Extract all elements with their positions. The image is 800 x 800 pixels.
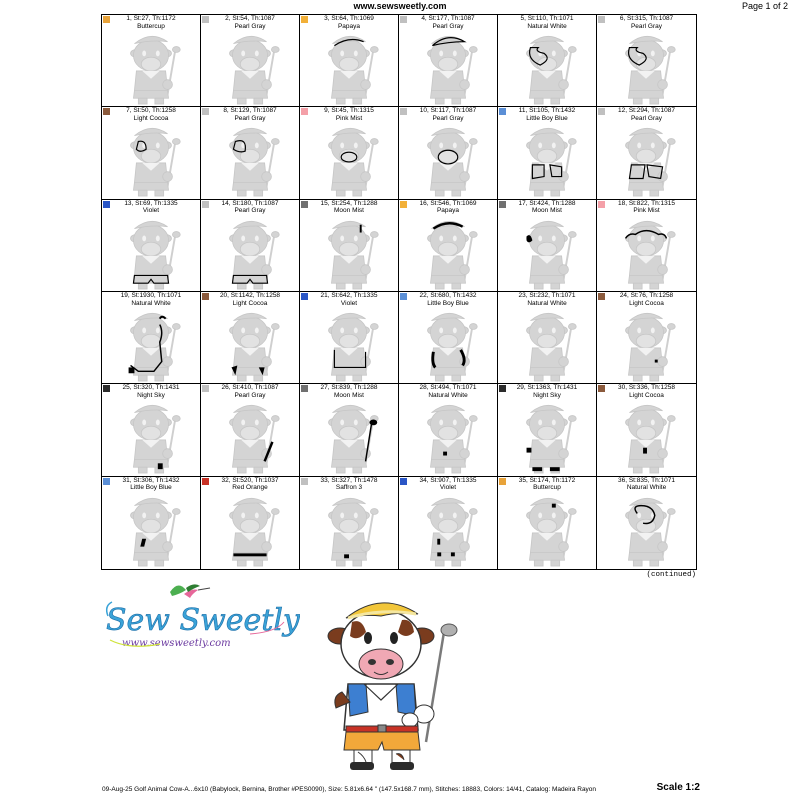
step-stitch-info: 28, St:494, Th:1071	[419, 384, 477, 392]
step-thread-name: Pearl Gray	[234, 114, 266, 122]
color-step-cell	[300, 107, 399, 199]
cow-step-preview	[498, 399, 596, 475]
step-thread-name: Pearl Gray	[630, 22, 663, 30]
step-thread-name: Pearl Gray	[432, 114, 464, 122]
step-thread-name: Pearl Gray	[234, 391, 266, 399]
step-stitch-info: 35, St:174, Th:1172	[518, 476, 576, 484]
step-thread-name: Pearl Gray	[630, 114, 663, 122]
step-stitch-info: 24, St:76, Th:1258	[619, 292, 674, 299]
step-thread-name: Red Orange	[232, 484, 268, 492]
step-stitch-info: 3, St:64, Th:1069	[324, 15, 374, 22]
cow-step-preview	[201, 399, 299, 475]
step-header	[597, 107, 696, 122]
step-stitch-info: 2, St:54, Th:1087	[225, 15, 275, 22]
step-stitch-info: 14, St:180, Th:1087	[221, 199, 279, 207]
step-stitch-info: 30, St:336, Th:1258	[618, 384, 675, 392]
step-header	[399, 384, 497, 399]
step-stitch-info: 26, St:410, Th:1087	[221, 384, 279, 392]
step-header	[300, 292, 398, 307]
color-step-cell	[102, 15, 201, 107]
cow-step-preview	[399, 122, 497, 198]
cow-step-preview	[102, 122, 200, 198]
color-step-cell	[201, 292, 300, 384]
step-stitch-info: 9, St:45, Th:1315	[324, 107, 374, 115]
color-step-cell	[102, 292, 201, 384]
step-thread-name: Little Boy Blue	[130, 484, 172, 492]
cow-step-preview	[300, 30, 398, 106]
step-stitch-info: 27, St:839, Th:1288	[320, 384, 378, 392]
step-header	[300, 200, 398, 215]
step-stitch-info: 16, St:546, Th:1069	[419, 199, 477, 207]
step-thread-name: Moon Mist	[334, 391, 364, 399]
step-thread-name: Night Sky	[137, 391, 165, 399]
color-step-cell	[300, 384, 399, 476]
finished-design-preview	[306, 592, 466, 774]
step-header	[498, 107, 596, 122]
color-step-cell	[201, 384, 300, 476]
cow-step-preview	[399, 30, 497, 106]
step-thread-name: Moon Mist	[334, 207, 364, 215]
cow-step-preview	[201, 122, 299, 198]
design-info-footer: 09-Aug-25 Golf Animal Cow-A...6x10 (Babylock, Bernina, Brother #PES0090), Size: 5.81x6.64 " (147.5x168.7 mm), Stitches: 18883, Colors: 14/41, Catalog: Madeira Rayon	[102, 786, 597, 793]
color-step-cell	[300, 200, 399, 292]
cow-step-preview	[498, 122, 596, 198]
cow-step-preview	[597, 122, 695, 198]
step-header	[300, 107, 398, 122]
step-header	[399, 107, 497, 122]
step-stitch-info: 8, St:129, Th:1087	[223, 107, 277, 115]
cow-step-preview	[597, 307, 695, 383]
color-step-cell	[102, 477, 201, 569]
step-header	[498, 15, 596, 30]
color-step-cell	[498, 384, 597, 476]
step-stitch-info: 5, St:110, Th:1071	[520, 15, 574, 22]
step-thread-name: Saffron 3	[335, 484, 363, 492]
step-thread-name: Light Cocoa	[133, 114, 169, 122]
color-step-cell	[597, 107, 696, 199]
page-indicator: Page 1 of 2	[741, 1, 788, 11]
step-header	[399, 477, 497, 492]
step-stitch-info: 12, St:294, Th:1087	[618, 107, 675, 115]
step-header	[498, 384, 596, 399]
scale-label: Scale 1:2	[656, 782, 700, 793]
step-thread-name: Violet	[439, 484, 457, 492]
cow-step-preview	[300, 122, 398, 198]
step-thread-name: Light Cocoa	[629, 391, 664, 399]
cow-step-preview	[300, 399, 398, 475]
color-step-cell	[597, 384, 696, 476]
step-thread-name: Violet	[340, 299, 358, 307]
step-header	[102, 107, 200, 122]
color-step-cell	[498, 107, 597, 199]
color-step-cell	[597, 15, 696, 107]
cow-step-preview	[102, 307, 200, 383]
step-thread-name: Moon Mist	[532, 207, 562, 215]
cow-step-preview	[498, 30, 596, 106]
step-thread-name: Buttercup	[533, 484, 561, 492]
cow-step-preview	[201, 492, 299, 568]
color-step-cell	[201, 107, 300, 199]
step-stitch-info: 15, St:254, Th:1288	[320, 199, 378, 207]
step-stitch-info: 36, St:835, Th:1071	[618, 476, 675, 484]
step-thread-name: Pink Mist	[633, 207, 660, 215]
cow-step-preview	[498, 492, 596, 568]
step-thread-name: Pearl Gray	[234, 22, 266, 30]
step-thread-name: Natural White	[428, 391, 468, 399]
step-header	[102, 477, 200, 492]
color-step-cell	[399, 477, 498, 569]
cow-step-preview	[498, 215, 596, 291]
step-header	[102, 15, 200, 30]
step-thread-name: Buttercup	[137, 22, 165, 30]
step-header	[102, 200, 200, 215]
cow-step-preview	[597, 215, 695, 291]
step-stitch-info: 31, St:306, Th:1432	[122, 476, 180, 484]
step-thread-name: Natural White	[527, 299, 567, 307]
step-stitch-info: 17, St:424, Th:1288	[518, 199, 576, 207]
step-thread-name: Pearl Gray	[432, 22, 464, 30]
color-step-cell	[300, 292, 399, 384]
color-step-cell	[498, 200, 597, 292]
step-header	[201, 15, 299, 30]
step-thread-name: Night Sky	[533, 391, 561, 399]
color-step-cell	[399, 292, 498, 384]
cow-step-preview	[597, 30, 695, 106]
logo-brand: Sew Sweetly	[106, 603, 300, 638]
step-thread-name: Light Cocoa	[629, 299, 664, 307]
cow-step-preview	[399, 399, 497, 475]
cow-step-preview	[201, 30, 299, 106]
color-step-cell	[597, 292, 696, 384]
color-step-cell	[102, 384, 201, 476]
step-stitch-info: 13, St:69, Th:1335	[124, 199, 178, 207]
step-stitch-info: 21, St:642, Th:1335	[320, 292, 378, 299]
step-stitch-info: 19, St:1930, Th:1071	[120, 292, 182, 299]
step-stitch-info: 6, St:315, Th:1087	[619, 15, 674, 22]
color-step-cell	[399, 200, 498, 292]
step-stitch-info: 29, St:1363, Th:1431	[516, 384, 578, 392]
color-step-cell	[201, 200, 300, 292]
step-stitch-info: 25, St:320, Th:1431	[122, 384, 180, 392]
step-thread-name: Little Boy Blue	[526, 114, 568, 122]
cow-step-preview	[201, 215, 299, 291]
step-header	[300, 384, 398, 399]
cow-step-preview	[498, 307, 596, 383]
step-stitch-info: 32, St:520, Th:1037	[221, 476, 279, 484]
cow-step-preview	[597, 399, 695, 475]
step-thread-name: Papaya	[436, 207, 460, 215]
cow-step-preview	[399, 492, 497, 568]
cow-step-preview	[300, 307, 398, 383]
logo-url: www.sewsweetly.com	[122, 638, 231, 649]
step-thread-name: Little Boy Blue	[427, 299, 469, 307]
cow-step-preview	[399, 307, 497, 383]
cow-step-preview	[102, 215, 200, 291]
step-stitch-info: 4, St:177, Th:1087	[421, 15, 475, 22]
color-step-cell	[498, 292, 597, 384]
step-header	[102, 384, 200, 399]
color-step-cell	[300, 477, 399, 569]
color-step-cell	[300, 15, 399, 107]
step-header	[597, 15, 696, 30]
color-step-cell	[498, 15, 597, 107]
color-step-cell	[102, 200, 201, 292]
color-step-cell	[597, 477, 696, 569]
step-stitch-info: 1, St:27, Th:1172	[126, 15, 176, 22]
color-step-cell	[597, 200, 696, 292]
cow-step-preview	[201, 307, 299, 383]
color-step-cell	[498, 477, 597, 569]
step-thread-name: Pearl Gray	[234, 207, 266, 215]
color-step-grid	[101, 14, 697, 570]
cow-step-preview	[300, 492, 398, 568]
step-thread-name: Pink Mist	[335, 114, 363, 122]
step-header	[300, 477, 398, 492]
cow-step-preview	[102, 492, 200, 568]
step-header	[597, 200, 696, 215]
step-header	[201, 200, 299, 215]
step-header	[102, 292, 200, 307]
step-header	[399, 200, 497, 215]
color-step-cell	[201, 15, 300, 107]
step-stitch-info: 34, St:907, Th:1335	[419, 476, 477, 484]
color-step-cell	[399, 107, 498, 199]
step-header	[498, 200, 596, 215]
step-thread-name: Natural White	[131, 299, 171, 307]
step-stitch-info: 7, St:50, Th:1258	[126, 107, 176, 115]
step-thread-name: Violet	[142, 207, 160, 215]
cow-step-preview	[102, 399, 200, 475]
step-thread-name: Natural White	[626, 484, 667, 492]
cow-step-preview	[300, 215, 398, 291]
step-stitch-info: 33, St:327, Th:1478	[320, 476, 378, 484]
cow-step-preview	[102, 30, 200, 106]
step-thread-name: Natural White	[527, 22, 567, 30]
hummingbird-icon	[170, 584, 210, 598]
cow-step-preview	[399, 215, 497, 291]
cow-step-preview	[597, 492, 695, 568]
color-step-cell	[201, 477, 300, 569]
step-header	[498, 292, 596, 307]
step-thread-name: Papaya	[337, 22, 361, 30]
step-header	[201, 107, 299, 122]
step-header	[498, 477, 596, 492]
step-header	[201, 292, 299, 307]
color-step-cell	[399, 15, 498, 107]
step-stitch-info: 20, St:1142, Th:1258	[219, 292, 281, 299]
step-stitch-info: 22, St:680, Th:1432	[419, 292, 477, 299]
step-stitch-info: 11, St:105, Th:1432	[518, 107, 576, 115]
step-header	[597, 292, 696, 307]
step-header	[300, 15, 398, 30]
step-stitch-info: 23, St:232, Th:1071	[518, 292, 576, 299]
step-header	[201, 477, 299, 492]
step-stitch-info: 10, St:117, Th:1087	[419, 107, 477, 115]
step-header	[399, 15, 497, 30]
color-step-cell	[399, 384, 498, 476]
color-step-cell	[102, 107, 201, 199]
step-header	[597, 477, 696, 492]
step-stitch-info: 18, St:822, Th:1315	[618, 199, 675, 207]
continued-label: (continued)	[646, 571, 696, 579]
step-header	[201, 384, 299, 399]
step-header	[399, 292, 497, 307]
step-thread-name: Light Cocoa	[232, 299, 268, 307]
sew-sweetly-logo	[100, 578, 300, 668]
step-header	[597, 384, 696, 399]
website-header: www.sewsweetly.com	[353, 1, 447, 11]
